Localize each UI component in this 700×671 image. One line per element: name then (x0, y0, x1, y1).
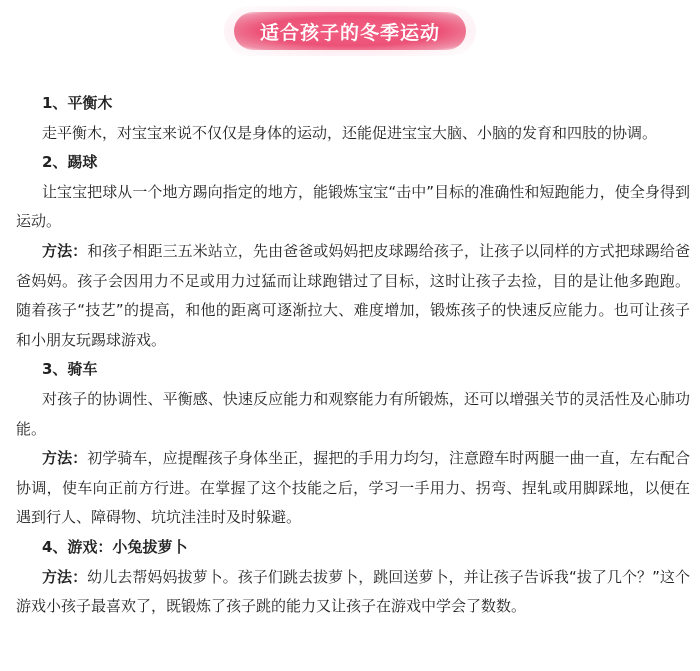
title-banner (0, 8, 700, 54)
title-badge (234, 12, 466, 50)
method-paragraph (16, 563, 690, 622)
section-heading-cycling: 3、骑车 (42, 360, 98, 379)
section-heading-rabbit-game: 4、游戏：小兔拔萝卜 (42, 537, 188, 556)
section-heading-balance-beam: 1、平衡木 (42, 94, 113, 112)
section-paragraph (16, 119, 690, 149)
method-label: 方法： (42, 567, 88, 586)
paragraph-text: 走平衡木，对宝宝来说不仅仅是身体的运动，还能促进宝宝大脑、小脑的发育和四肢的协调。 (42, 123, 658, 142)
method-paragraph (16, 444, 690, 533)
method-label: 方法： (42, 241, 88, 260)
section-paragraph (16, 385, 690, 444)
section-paragraph (16, 178, 690, 237)
paragraph-text: 让宝宝把球从一个地方踢向指定的地方，能锻炼宝宝“击中”目标的准确性和短跑能力，使全身得到运动。 (16, 182, 690, 231)
article-body (16, 89, 690, 622)
page-title: 适合孩子的冬季运动 (259, 21, 440, 44)
paragraph-text: 初学骑车，应提醒孩子身体坐正，握把的手用力均匀，注意蹬车时两腿一曲一直，左右配合协调，使车向正前方行进。在掌握了这个技能之后，学习一手用力、拐弯、捏轧或用脚踩地，以便在遇到行人、障碍物、坑坑洼洼时及时躲避。 (16, 449, 690, 527)
method-paragraph (16, 237, 690, 355)
section-heading-kick-ball: 2、踢球 (42, 153, 98, 172)
paragraph-text: 对孩子的协调性、平衡感、快速反应能力和观察能力有所锻炼，还可以增强关节的灵活性及心肺功能。 (16, 389, 690, 438)
paragraph-text: 和孩子相距三五米站立，先由爸爸或妈妈把皮球踢给孩子，让孩子以同样的方式把球踢给爸爸妈妈。孩子会因用力不足或用力过猛而让球跑错过了目标，这时让孩子去捡，目的是让他多跑跑。随着孩子“技艺”的提高，和他的距离可逐渐拉大、难度增加，锻炼孩子的快速反应能力。也可让孩子和小朋友玩踢球游戏。 (16, 241, 690, 349)
method-label: 方法： (42, 449, 88, 468)
paragraph-text: 幼儿去帮妈妈拔萝卜。孩子们跳去拔萝卜，跳回送萝卜，并让孩子告诉我“拔了几个？”这个游戏小孩子最喜欢了，既锻炼了孩子跳的能力又让孩子在游戏中学会了数数。 (16, 567, 690, 616)
